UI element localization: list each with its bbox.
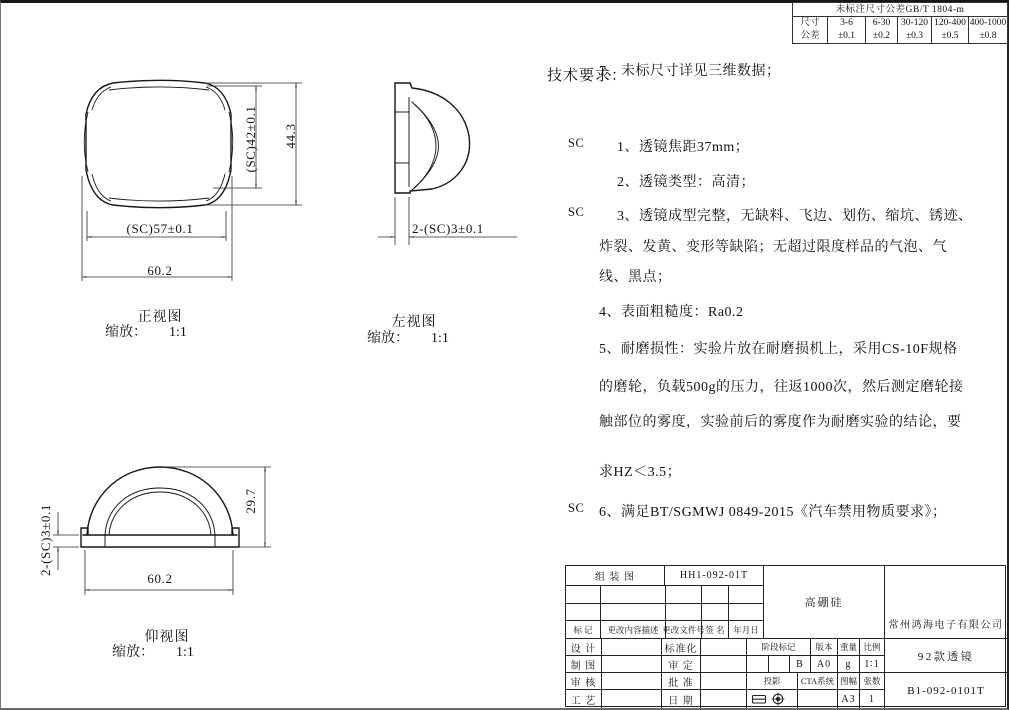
left-view-outline: [410, 83, 470, 193]
material-cell: 高硼硅: [764, 566, 885, 639]
size-range: 3-6: [828, 17, 866, 30]
assembly-label: 组 装 图: [566, 566, 665, 586]
cta-system-value: [798, 690, 838, 708]
front-top-edge-line: [109, 87, 209, 90]
version-value: A0: [811, 656, 838, 673]
sig-label-check: 审 核: [566, 673, 602, 690]
tolerance-value: ±0.3: [898, 30, 932, 43]
sig-label-approve: 批 准: [662, 673, 701, 690]
first-angle-projection-icon: [751, 692, 793, 706]
version-label: 版本: [811, 639, 838, 656]
sc-marker: SC: [568, 205, 585, 219]
projection-symbol-cell: [747, 690, 798, 708]
format-label: 图幅: [838, 673, 860, 690]
left-view-flange: [395, 83, 410, 193]
tech-requirement-line: SC 1、透镜焦距37mm；: [568, 136, 750, 155]
sheets-label: 张数: [860, 673, 885, 690]
sig-label-date: 日 期: [662, 690, 701, 708]
cta-system-label: CTA系统: [798, 673, 838, 690]
tech-requirement-line: 线、黑点；: [599, 270, 672, 285]
stage-value: B: [790, 656, 811, 673]
weight-value: g: [838, 656, 860, 673]
tolerance-label: 公差: [793, 30, 828, 43]
revision-cell: [566, 586, 601, 604]
bottom-view-name: 仰视图: [144, 630, 190, 645]
front-view-outline: [86, 80, 231, 207]
product-name: 92款透镜: [885, 639, 1007, 673]
assembly-number: HH1-092-01T: [665, 566, 764, 586]
technical-requirements-title: 技术要求：: [547, 68, 628, 84]
dim-front-outer-height: 44.3: [283, 123, 298, 149]
revision-cell: [666, 586, 702, 604]
scale-value: 1:1: [169, 325, 187, 340]
sc-marker: SC: [568, 136, 585, 150]
rev-header-mark: 标 记: [566, 621, 601, 639]
sig-label-standardization: 标准化: [662, 639, 701, 656]
dim-front-inner-height: (SC)42±0.1: [243, 105, 258, 173]
sig-value: [602, 656, 662, 673]
tech-requirement-line: 炸裂、发黄、变形等缺陷；无超过限度样品的气泡、气: [599, 240, 947, 255]
tech-requirement-line: 触部位的雾度，实验前后的雾度作为耐磨实验的结论，要: [599, 415, 962, 430]
sig-value: [602, 690, 662, 708]
sig-label-design: 设 计: [566, 639, 602, 656]
tolerance-value: ±0.2: [866, 30, 898, 43]
sig-value: [701, 690, 747, 708]
revision-cell: [566, 604, 601, 621]
tolerance-value: ±0.5: [932, 30, 969, 43]
size-label: 尺寸: [793, 17, 828, 30]
stage-sub-cell: [747, 656, 769, 673]
sig-value: [602, 673, 662, 690]
company-name: 常州鸿海电子有限公司: [885, 566, 1007, 639]
revision-cell: [729, 604, 764, 621]
tolerance-value: ±0.8: [979, 31, 997, 41]
tech-requirement-line: 4、表面粗糙度：Ra0.2: [599, 305, 744, 320]
left-view-scale: [367, 327, 449, 347]
dim-bottom-height: 29.7: [243, 488, 258, 514]
technical-requirements: [547, 60, 999, 535]
revision-cell: [702, 586, 729, 604]
scale-label: 缩放：: [367, 331, 409, 346]
bottom-view-inner-arc: [105, 488, 215, 535]
sc-marker: SC: [568, 501, 585, 515]
revision-cell: [702, 604, 729, 621]
scale-label: 缩放：: [105, 325, 147, 340]
rev-header-docno: 更改文件号: [666, 621, 702, 639]
rev-header-signature: 签 名: [702, 621, 729, 639]
scale-value: 1:1: [431, 331, 449, 346]
sig-value: [701, 656, 747, 673]
left-view-name: 左视图: [391, 315, 437, 330]
tech-requirement-line: 5、耐磨损性：实验片放在耐磨损机上，采用CS-10F规格: [599, 342, 958, 357]
scale-label: 比例: [860, 639, 885, 656]
bottom-view-outer-arc: [87, 467, 233, 535]
sheets-value: 1: [860, 690, 885, 708]
dim-bottom-thickness: 2-(SC)3±0.1: [38, 504, 53, 576]
size-range: 6-30: [866, 17, 898, 30]
revision-cell: [729, 586, 764, 604]
left-view-inner-surface: [414, 104, 436, 188]
sig-label-draft: 制 图: [566, 656, 602, 673]
sig-value: [701, 673, 747, 690]
front-view-drawing: [55, 70, 315, 285]
tolerance-value-row: [793, 30, 1007, 43]
title-block: [565, 565, 1006, 707]
tolerance-table: [792, 2, 1008, 44]
tech-requirement-line: 求HZ＜3.5；: [599, 465, 682, 480]
sig-value: [602, 639, 662, 656]
stage-sub-cell: [769, 656, 790, 673]
front-bottom-edge-line: [109, 198, 209, 201]
scale-value: 1∶1: [860, 656, 885, 673]
dim-left-thickness: 2-(SC)3±0.1: [412, 221, 484, 236]
sig-value: [701, 639, 747, 656]
rev-header-description: 更改内容描述: [601, 621, 666, 639]
format-value: A3: [838, 690, 860, 708]
size-range: 400-1000: [969, 18, 1007, 28]
scale-value: 1:1: [176, 645, 194, 660]
tech-requirement-line: SC 6、满足BT/SGMWJ 0849-2015《汽车禁用物质要求》；: [568, 501, 947, 520]
tolerance-table-title: 未标注尺寸公差GB/T 1804-m: [793, 3, 1007, 17]
projection-label: 投影: [747, 673, 798, 690]
bottom-view-scale: [112, 641, 194, 661]
dim-front-outer-width: 60.2: [147, 263, 173, 278]
rev-header-date: 年月日: [729, 621, 764, 639]
dim-bottom-width: 60.2: [147, 571, 173, 586]
size-range: 30-120: [898, 17, 932, 30]
size-range: 120-400: [932, 17, 969, 30]
revision-cell: [666, 604, 702, 621]
revision-cell: [601, 586, 666, 604]
front-view-name: 正视图: [137, 310, 183, 325]
drawing-number: B1-092-0101T: [907, 684, 985, 697]
tech-requirement-line: SC 3、透镜成型完整，无缺料、飞边、划伤、缩坑、锈迹、: [568, 205, 973, 224]
front-view-scale: [105, 321, 187, 341]
tech-requirement-line: 2、透镜类型：高清；: [617, 175, 755, 190]
tech-requirement-line: 7、未标尺寸详见三维数据；: [599, 64, 781, 79]
tolerance-value: ±0.1: [828, 30, 866, 43]
front-dimension-lines: [82, 83, 302, 281]
stage-mark-label: 阶段标记: [747, 639, 811, 656]
tech-requirement-line: 的磨轮，负载500g的压力，往返1000次，然后测定磨轮接: [599, 380, 964, 395]
scale-label: 缩放：: [112, 645, 154, 660]
revision-cell: [601, 604, 666, 621]
dim-front-inner-width: (SC)57±0.1: [126, 221, 194, 236]
sig-label-review: 审 定: [662, 656, 701, 673]
tolerance-size-row: [793, 17, 1007, 30]
weight-label: 重量: [838, 639, 860, 656]
sig-label-craft: 工 艺: [566, 690, 602, 708]
